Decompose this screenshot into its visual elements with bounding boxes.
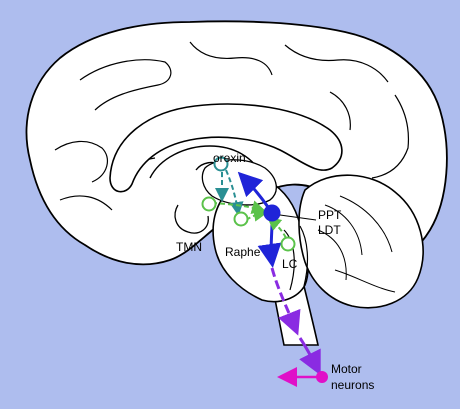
tmn-neuron <box>203 198 216 211</box>
motor-label-line2: neurons <box>331 378 375 392</box>
lc-label: LC <box>282 257 298 271</box>
ppt-ldt-neuron <box>264 205 281 222</box>
ppt-descending-arrow <box>271 222 272 262</box>
raphe-neuron <box>235 213 248 226</box>
raphe-label: Raphe <box>225 245 261 259</box>
orexin-label: orexin <box>213 151 246 165</box>
motor-neuron-dot <box>316 371 328 383</box>
ppt-label: PPT <box>318 208 342 222</box>
ldt-label: LDT <box>318 223 341 237</box>
tmn-label: TMN <box>176 240 202 254</box>
lc-neuron <box>282 238 295 251</box>
motor-label-line1: Motor <box>331 362 362 376</box>
